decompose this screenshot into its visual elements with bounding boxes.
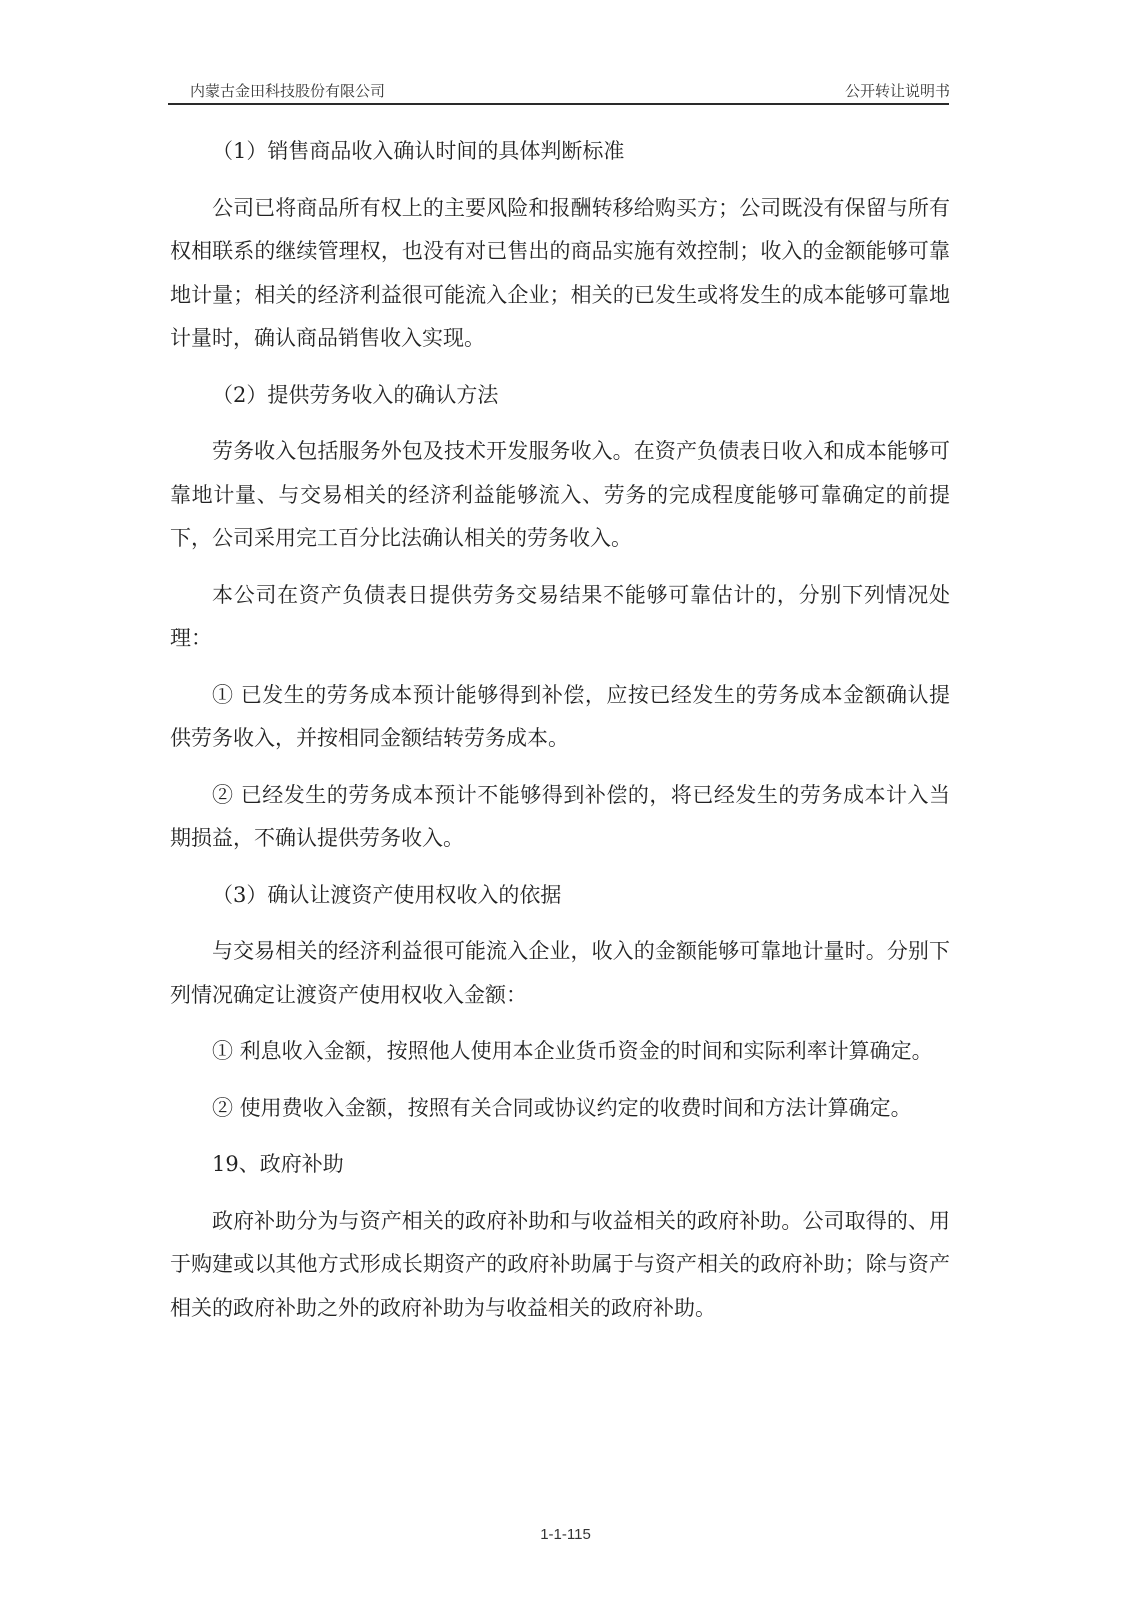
- subheading-asset-use-revenue: （3）确认让渡资产使用权收入的依据: [212, 882, 562, 907]
- subheading-service-revenue: （2）提供劳务收入的确认方法: [212, 382, 499, 407]
- header-document-type: 公开转让说明书: [844, 82, 950, 100]
- page-header: [190, 76, 950, 102]
- list-item-royalty-income: ② 使用费收入金额，按照有关合同或协议约定的收费时间和方法计算确定。: [212, 1095, 912, 1120]
- list-item-uncompensated-cost: ② 已经发生的劳务成本预计不能够得到补偿的，将已经发生的劳务成本计入当期损益，不确认提供劳务收入。: [170, 782, 950, 850]
- header-company-name: 内蒙古金田科技股份有限公司: [190, 82, 386, 100]
- list-item-compensated-cost: ① 已发生的劳务成本预计能够得到补偿，应按已经发生的劳务成本金额确认提供劳务收入，并按相同金额结转劳务成本。: [170, 682, 950, 750]
- paragraph-asset-use-basis: 与交易相关的经济利益很可能流入企业，收入的金额能够可靠地计量时。分别下列情况确定让渡资产使用权收入金额：: [170, 939, 950, 1007]
- paragraph-unreliable-estimate: 本公司在资产负债表日提供劳务交易结果不能够可靠估计的，分别下列情况处理：: [170, 582, 950, 650]
- list-item-interest-income: ① 利息收入金额，按照他人使用本企业货币资金的时间和实际利率计算确定。: [212, 1039, 933, 1063]
- main-content: [170, 130, 950, 1330]
- subheading-sales-revenue: （1）销售商品收入确认时间的具体判断标准: [212, 139, 625, 163]
- paragraph-sales-criteria: 公司已将商品所有权上的主要风险和报酬转移给购买方；公司既没有保留与所有权相联系的继续管理权，也没有对已售出的商品实施有效控制；收入的金额能够可靠地计量；相关的经济利益很可能流入企业；相关的已发生或将发生的成本能够可靠地计量时，确认商品销售收入实现。: [170, 195, 950, 350]
- paragraph-government-grants: 政府补助分为与资产相关的政府补助和与收益相关的政府补助。公司取得的、用于购建或以其他方式形成长期资产的政府补助属于与资产相关的政府补助；除与资产相关的政府补助之外的政府补助为与收益相关的政府补助。: [170, 1208, 950, 1320]
- section-heading-government-grants: 19、政府补助: [212, 1152, 344, 1176]
- header-divider: [168, 103, 949, 105]
- paragraph-service-method: 劳务收入包括服务外包及技术开发服务收入。在资产负债表日收入和成本能够可靠地计量、与交易相关的经济利益能够流入、劳务的完成程度能够可靠确定的前提下，公司采用完工百分比法确认相关的劳务收入。: [170, 439, 950, 550]
- page-number: 1-1-115: [540, 1526, 591, 1543]
